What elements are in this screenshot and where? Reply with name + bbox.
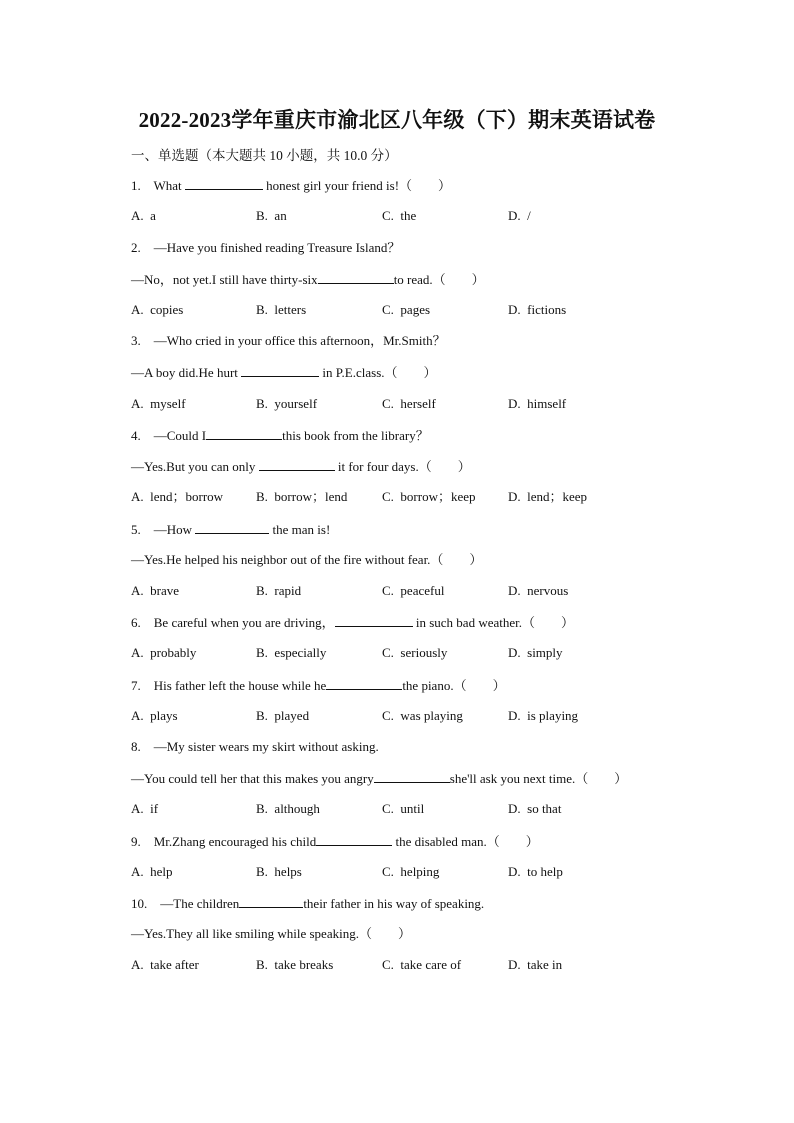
- option-a[interactable]: A. help: [131, 864, 173, 879]
- question-text: honest girl your friend is!（ ）: [262, 178, 452, 193]
- option-b[interactable]: B. take breaks: [256, 957, 334, 972]
- question-text: in P.E.class.（ ）: [319, 365, 437, 380]
- option-a[interactable]: A. myself: [131, 396, 186, 411]
- answer-blank[interactable]: [185, 177, 263, 190]
- option-b[interactable]: B. borrow；lend: [256, 489, 348, 504]
- answer-blank[interactable]: [259, 458, 335, 471]
- option-d[interactable]: D. simply: [508, 645, 563, 660]
- option-d[interactable]: D. lend；keep: [508, 489, 588, 504]
- section-heading: 一、单选题（本大题共 10 小题，共 10.0 分）: [131, 148, 398, 163]
- question-text: —Yes.They all like smiling while speaking.（ ）: [131, 926, 411, 941]
- option-c[interactable]: C. helping: [382, 864, 440, 879]
- question-3-options: [0, 396, 794, 412]
- option-a[interactable]: A. probably: [131, 645, 197, 660]
- question-text: 3. —Who cried in your office this afternoon，Mr.Smith？: [131, 333, 446, 348]
- exam-title: 2022-2023学年重庆市渝北区八年级（下）期末英语试卷: [138, 108, 656, 132]
- question-2-options: [0, 302, 794, 318]
- option-c[interactable]: C. seriously: [382, 645, 448, 660]
- question-5-line-2: [131, 552, 482, 568]
- question-2-line-2: [131, 271, 485, 288]
- question-text: 1. What: [131, 178, 185, 193]
- option-a[interactable]: A. a: [131, 208, 156, 223]
- question-text: —You could tell her that this makes you angry: [131, 771, 374, 786]
- question-4-line-2: [131, 458, 471, 475]
- question-10-line-2: [131, 926, 411, 942]
- question-1-line-1: [131, 177, 451, 194]
- question-9-options: [0, 864, 794, 880]
- option-a[interactable]: A. lend；borrow: [131, 489, 224, 504]
- question-text: 2. —Have you finished reading Treasure Island？: [131, 240, 401, 255]
- answer-blank[interactable]: [326, 677, 402, 690]
- answer-blank[interactable]: [335, 614, 413, 627]
- question-4-line-1: [131, 427, 429, 444]
- question-text: it for four days.（ ）: [334, 459, 471, 474]
- option-c[interactable]: C. until: [382, 801, 425, 816]
- question-10-line-1: [131, 895, 484, 912]
- option-a[interactable]: A. take after: [131, 957, 199, 972]
- option-c[interactable]: C. pages: [382, 302, 431, 317]
- question-text: 6. Be careful when you are driving，: [131, 615, 335, 630]
- question-10-options: [0, 957, 794, 973]
- question-2-line-1: [131, 240, 400, 256]
- option-d[interactable]: D. nervous: [508, 583, 569, 598]
- question-text: to read.（ ）: [393, 272, 485, 287]
- option-b[interactable]: B. helps: [256, 864, 302, 879]
- question-text: the disabled man.（ ）: [392, 834, 539, 849]
- question-6-options: [0, 645, 794, 661]
- question-9-line-1: [131, 833, 539, 850]
- question-5-options: [0, 583, 794, 599]
- option-d[interactable]: D. to help: [508, 864, 563, 879]
- option-a[interactable]: A. if: [131, 801, 159, 816]
- question-text: 4. —Could I: [131, 428, 207, 443]
- question-text: —Yes.He helped his neighbor out of the fire without fear.（ ）: [131, 552, 483, 567]
- option-c[interactable]: C. the: [382, 208, 417, 223]
- question-text: 7. His father left the house while he: [131, 678, 327, 693]
- option-b[interactable]: B. especially: [256, 645, 327, 660]
- option-c[interactable]: C. was playing: [382, 708, 463, 723]
- option-d[interactable]: D. fictions: [508, 302, 567, 317]
- question-text: this book from the library？: [282, 428, 429, 443]
- option-b[interactable]: B. although: [256, 801, 320, 816]
- option-d[interactable]: D. is playing: [508, 708, 579, 723]
- option-c[interactable]: C. borrow；keep: [382, 489, 476, 504]
- option-b[interactable]: B. yourself: [256, 396, 318, 411]
- option-d[interactable]: D. /: [508, 208, 531, 223]
- question-text: —Yes.But you can only: [131, 459, 259, 474]
- option-b[interactable]: B. letters: [256, 302, 307, 317]
- question-text: she'll ask you next time.（ ）: [449, 771, 628, 786]
- question-text: 9. Mr.Zhang encouraged his child: [131, 834, 317, 849]
- question-text: 10. —The children: [131, 896, 240, 911]
- question-8-line-2: [131, 770, 627, 787]
- option-d[interactable]: D. take in: [508, 957, 563, 972]
- question-8-options: [0, 801, 794, 817]
- question-1-options: [0, 208, 794, 224]
- answer-blank[interactable]: [316, 833, 392, 846]
- question-3-line-2: [131, 364, 437, 381]
- question-8-line-1: [131, 739, 379, 755]
- option-d[interactable]: D. so that: [508, 801, 562, 816]
- question-text: 8. —My sister wears my skirt without asking.: [131, 739, 379, 754]
- option-a[interactable]: A. copies: [131, 302, 184, 317]
- option-c[interactable]: C. peaceful: [382, 583, 445, 598]
- answer-blank[interactable]: [239, 895, 303, 908]
- question-4-options: [0, 489, 794, 505]
- question-text: 5. —How: [131, 522, 196, 537]
- answer-blank[interactable]: [374, 770, 450, 783]
- answer-blank[interactable]: [195, 521, 269, 534]
- question-7-line-1: [131, 677, 506, 694]
- question-text: —No，not yet.I still have thirty-six: [131, 272, 318, 287]
- option-a[interactable]: A. plays: [131, 708, 178, 723]
- answer-blank[interactable]: [241, 364, 319, 377]
- option-c[interactable]: C. take care of: [382, 957, 462, 972]
- question-6-line-1: [131, 614, 574, 631]
- question-text: in such bad weather.（ ）: [412, 615, 574, 630]
- question-5-line-1: [131, 521, 330, 538]
- question-3-line-1: [131, 333, 446, 349]
- question-text: their father in his way of speaking.: [303, 896, 485, 911]
- question-text: the man is!: [269, 522, 331, 537]
- question-text: —A boy did.He hurt: [131, 365, 242, 380]
- option-b[interactable]: B. rapid: [256, 583, 302, 598]
- option-c[interactable]: C. herself: [382, 396, 436, 411]
- option-a[interactable]: A. brave: [131, 583, 180, 598]
- question-text: the piano.（ ）: [402, 678, 506, 693]
- option-b[interactable]: B. played: [256, 708, 310, 723]
- option-d[interactable]: D. himself: [508, 396, 567, 411]
- option-b[interactable]: B. an: [256, 208, 287, 223]
- answer-blank[interactable]: [206, 427, 282, 440]
- question-7-options: [0, 708, 794, 724]
- answer-blank[interactable]: [318, 271, 394, 284]
